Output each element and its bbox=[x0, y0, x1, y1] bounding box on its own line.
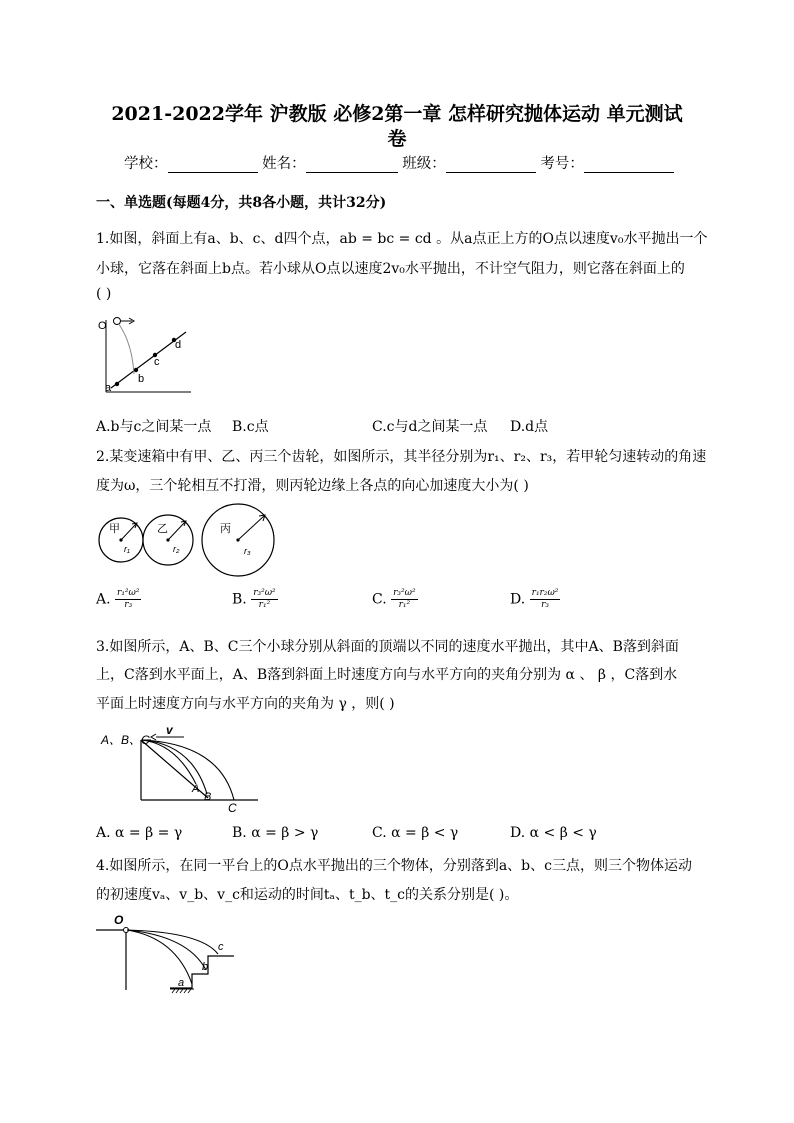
q2-option-b-fraction: $\frac{\text{r₃²ω²}}{\text{r₁²}}$ bbox=[253, 588, 276, 610]
q1-figure-incline bbox=[96, 312, 206, 400]
q2-figure-gears bbox=[96, 500, 282, 580]
q4-figure-platform bbox=[96, 908, 242, 1000]
q2-label-r2: r₂ bbox=[173, 544, 180, 554]
q2-stem-line1: 2.某变速箱中有甲、乙、丙三个齿轮，如图所示，其半径分别为r₁、r₂、r₃，若甲轮匀速转动的角速 bbox=[96, 449, 707, 465]
q2-label-bing: 丙 bbox=[220, 523, 231, 535]
q3-option-d[interactable]: D. α < β < γ bbox=[510, 825, 597, 841]
q3-option-c[interactable]: C. α = β < γ bbox=[372, 825, 459, 841]
q2-option-c-fraction: $\frac{\text{r₃²ω²}}{\text{r₁²}}$ bbox=[393, 588, 416, 610]
q4-trajectory-a bbox=[127, 930, 192, 984]
q1-option-d[interactable]: D.d点 bbox=[510, 419, 549, 435]
q4-label-o: O bbox=[114, 913, 124, 927]
q2-option-d-fraction: $\frac{\text{r₁r₂ω²}}{\text{r₃}}$ bbox=[531, 588, 559, 610]
q4-stem-line1: 4.如图所示，在同一平台上的O点水平抛出的三个物体，分别落到a、b、c三点，则三个物体运动 bbox=[96, 858, 692, 874]
q2-radius-1 bbox=[121, 524, 136, 540]
q1-label-o: O bbox=[98, 320, 107, 332]
q3-option-b[interactable]: B. α = β > γ bbox=[232, 825, 319, 841]
q1-point-b bbox=[134, 368, 138, 372]
q2-radius-3 bbox=[238, 516, 264, 540]
q2-stem-line2: 度为ω，三个轮相互不打滑，则丙轮边缘上各点的向心加速度大小为( ) bbox=[96, 478, 529, 494]
q3-arrow-head-icon bbox=[151, 734, 156, 740]
q1-option-a[interactable]: A.b与c之间某一点 bbox=[96, 419, 212, 435]
class-label: 班级： bbox=[402, 156, 446, 172]
page-title-continued: 卷 bbox=[387, 128, 407, 150]
q1-option-b[interactable]: B.c点 bbox=[232, 419, 269, 435]
q4-label-a: a bbox=[178, 977, 185, 989]
q1-stem-line1: 1.如图，斜面上有a、b、c、d四个点，ab = bc = cd 。从a点正上方的O点以速度v₀水平抛出一个 bbox=[96, 231, 708, 247]
q1-trajectory bbox=[118, 323, 134, 374]
q2-option-d[interactable]: D. $\frac{\text{r₁r₂ω²}}{\text{r₃}}$ bbox=[510, 588, 559, 610]
q1-point-a bbox=[115, 382, 119, 386]
section-heading: 一、单选题(每题4分，共8各小题，共计32分) bbox=[96, 195, 387, 211]
q1-ball-icon bbox=[114, 318, 121, 325]
school-field[interactable] bbox=[168, 156, 258, 173]
q2-radius-2 bbox=[168, 522, 185, 540]
student-info-line bbox=[124, 152, 674, 173]
q2-option-a-fraction: $\frac{\text{r₁²ω²}}{\text{r₃}}$ bbox=[117, 588, 140, 610]
q3-label-top: A、B、C bbox=[101, 733, 150, 747]
q1-label-c: c bbox=[154, 356, 160, 368]
q2-label-r1: r₁ bbox=[124, 544, 130, 554]
q3-stem-line1: 3.如图所示，A、B、C三个小球分别从斜面的顶端以不同的速度水平抛出，其中A、B落到斜面 bbox=[96, 639, 679, 655]
q3-option-a[interactable]: A. α = β = γ bbox=[96, 825, 183, 841]
q4-stem-line2: 的初速度vₐ、v_b、v_c和运动的时间tₐ、t_b、t_c的关系分别是( )。 bbox=[96, 887, 519, 903]
q3-label-a: A bbox=[192, 783, 200, 795]
q3-label-b: B bbox=[204, 791, 212, 803]
q3-figure-projectiles bbox=[96, 722, 266, 814]
q2-option-b[interactable]: B. $\frac{\text{r₃²ω²}}{\text{r₁²}}$ bbox=[232, 588, 276, 610]
q3-stem-line2: 上，C落到水平面上，A、B落到斜面上时速度方向与水平方向的夹角分别为 α 、 β ，C落到水 bbox=[96, 667, 678, 683]
q3-label-v: v bbox=[166, 723, 173, 737]
class-field[interactable] bbox=[446, 156, 536, 173]
q4-trajectory-b bbox=[127, 930, 206, 970]
number-label: 考号： bbox=[540, 156, 584, 172]
q2-label-yi: 乙 bbox=[157, 523, 168, 535]
q4-label-b: b bbox=[202, 961, 209, 973]
q1-option-c[interactable]: C.c与d之间某一点 bbox=[372, 419, 488, 435]
name-label: 姓名： bbox=[262, 156, 306, 172]
q4-ground-hatch bbox=[172, 989, 191, 993]
school-label: 学校： bbox=[124, 156, 168, 172]
q1-label-b: b bbox=[138, 373, 145, 385]
q1-stem-line2: 小球，它落在斜面上b点。若小球从O点以速度2v₀水平抛出，不计空气阻力，则它落在斜面上的 bbox=[96, 261, 685, 277]
q3-label-c: C bbox=[228, 801, 237, 814]
q2-option-c[interactable]: C. $\frac{\text{r₃²ω²}}{\text{r₁²}}$ bbox=[372, 588, 416, 610]
q4-label-c: c bbox=[218, 941, 224, 953]
q2-option-a[interactable]: A. $\frac{\text{r₁²ω²}}{\text{r₃}}$ bbox=[96, 588, 140, 610]
name-field[interactable] bbox=[306, 156, 398, 173]
number-field[interactable] bbox=[584, 156, 674, 173]
q1-label-a: a bbox=[105, 382, 112, 394]
q1-label-d: d bbox=[175, 339, 182, 351]
q3-stem-line3: 平面上时速度方向与水平方向的夹角为 γ ，则( ) bbox=[96, 696, 395, 712]
page-title: 2021-2022学年 沪教版 必修2第一章 怎样研究抛体运动 单元测试 bbox=[111, 103, 683, 125]
q2-label-jia: 甲 bbox=[109, 523, 120, 535]
q1-stem-line3: ( ) bbox=[96, 286, 112, 302]
q2-label-r3: r₃ bbox=[244, 546, 251, 556]
